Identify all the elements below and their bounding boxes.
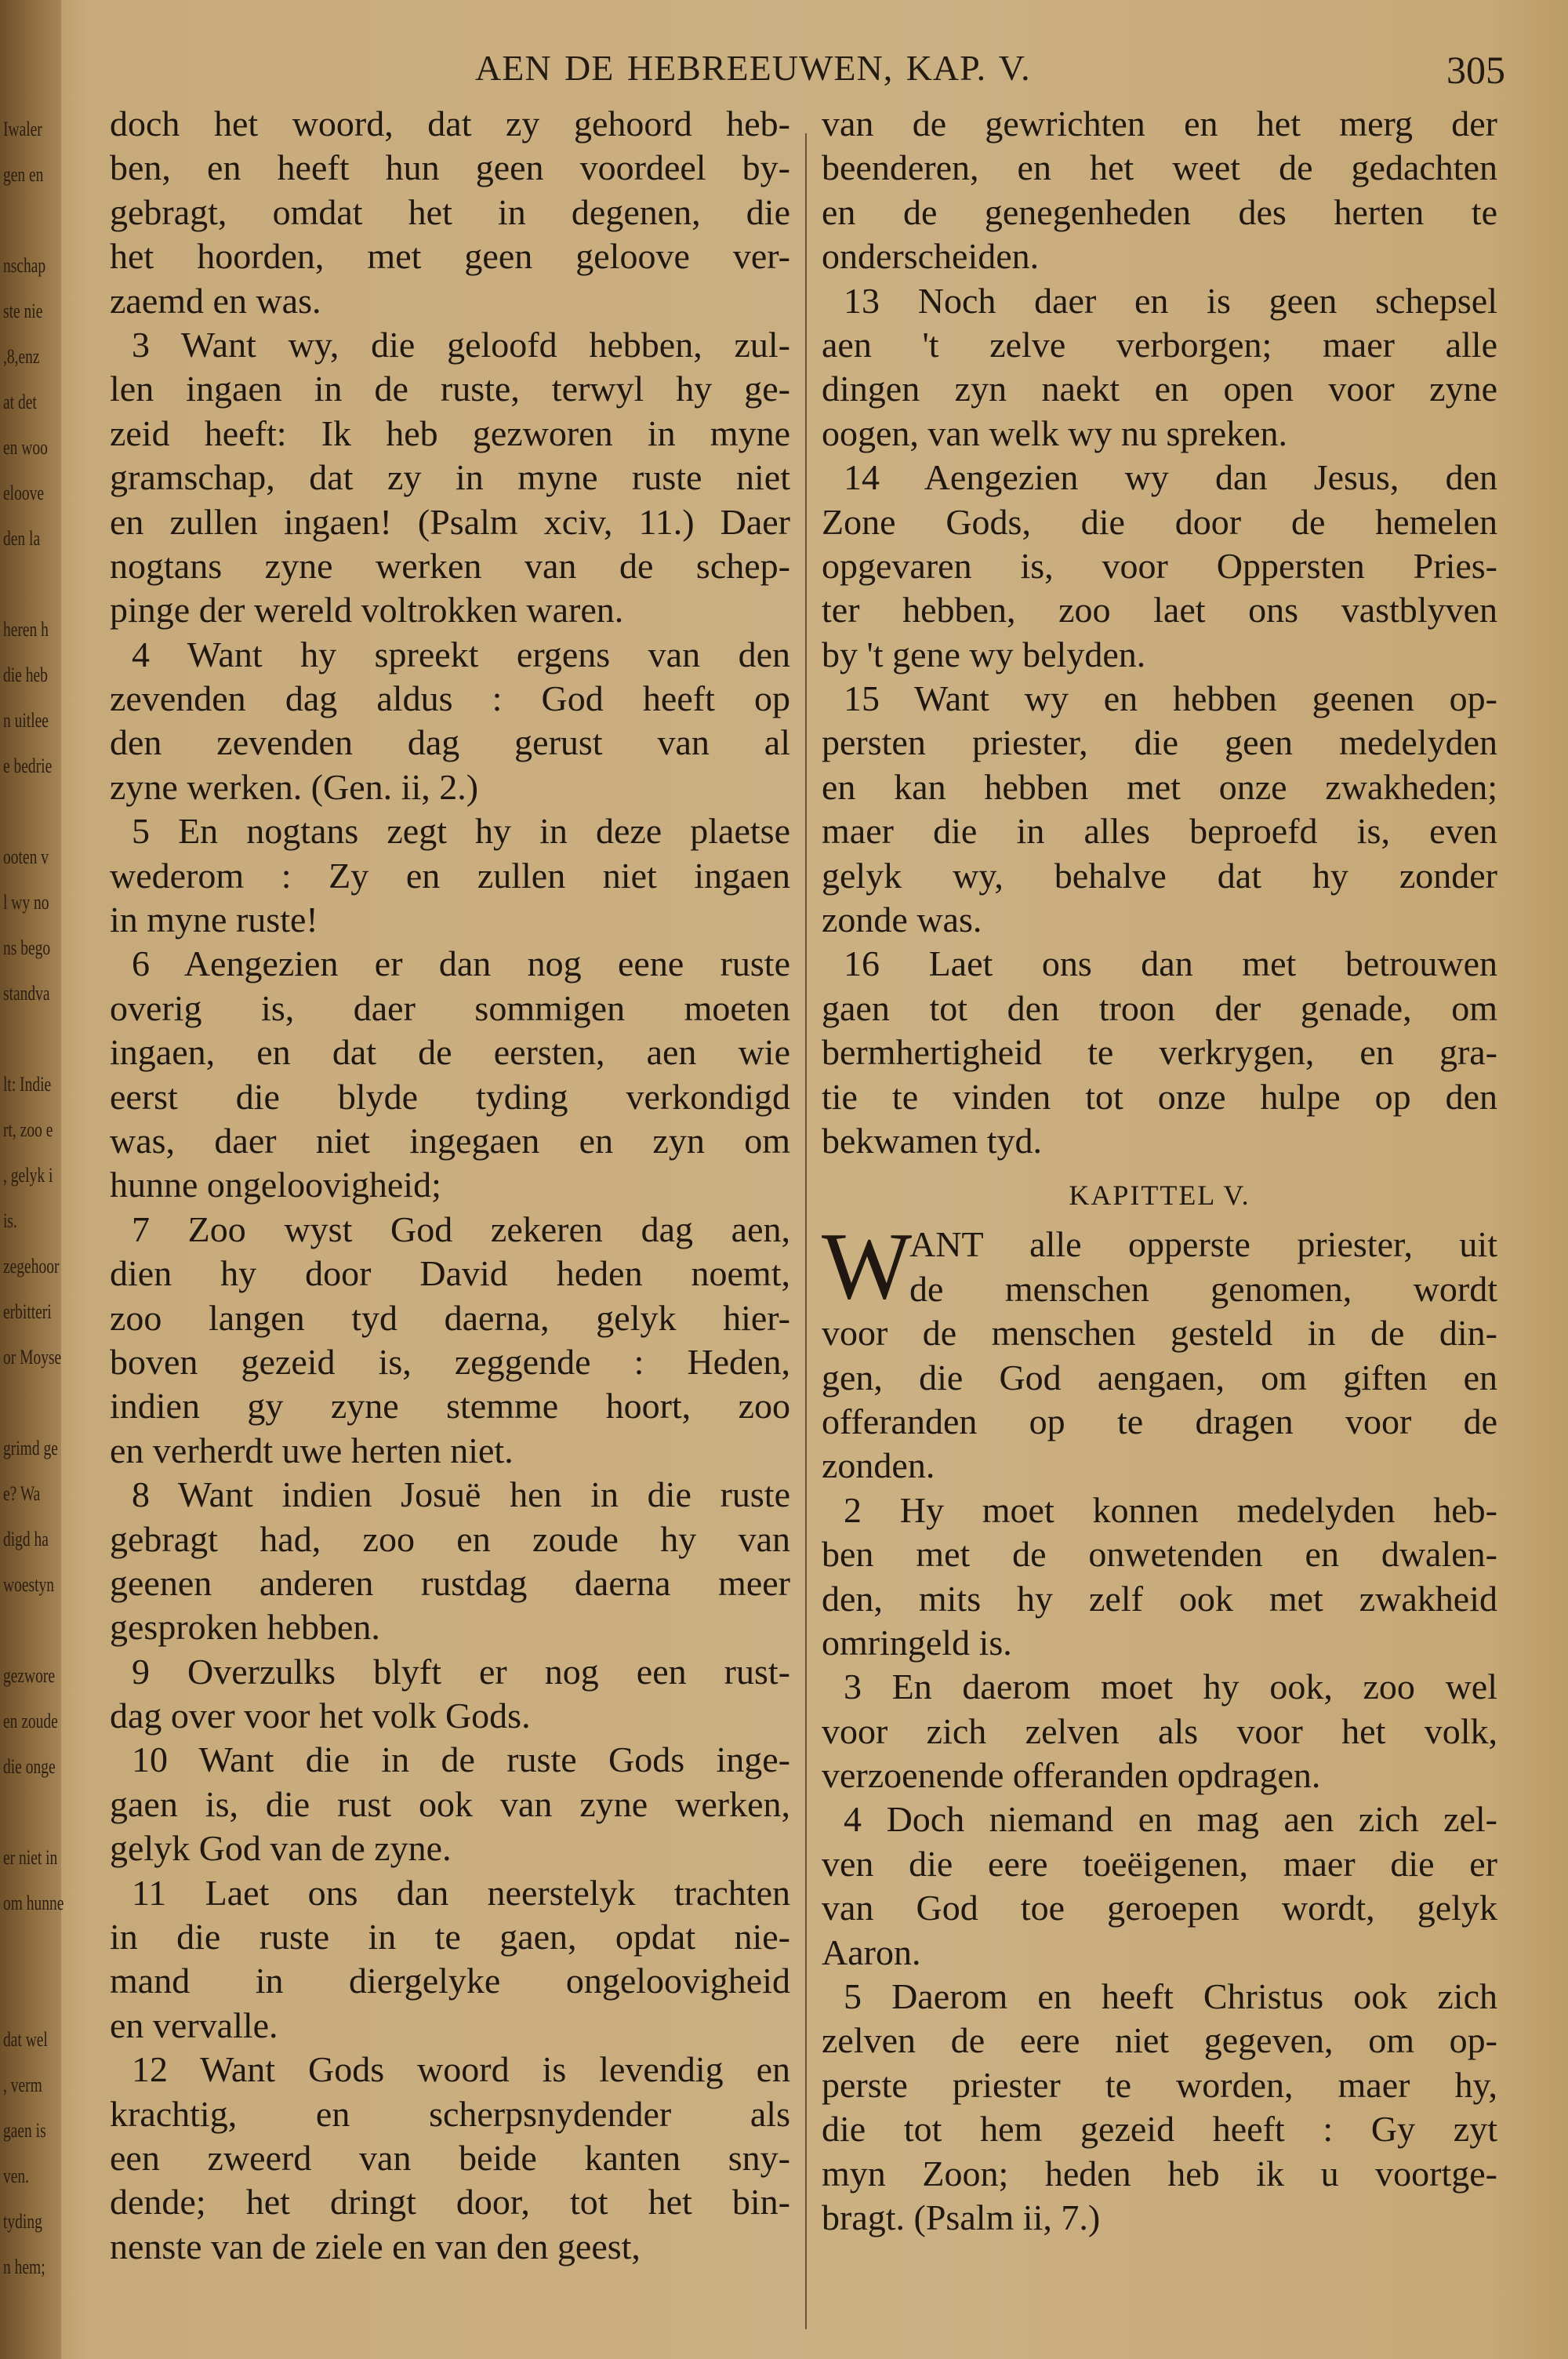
text-line: persten priester, die geen medelyden bbox=[822, 722, 1497, 763]
gutter-fragment bbox=[3, 1391, 45, 1413]
text-line: gebragt had, zoo en zoude hy van bbox=[110, 1518, 790, 1559]
gutter-fragment: digd ha bbox=[3, 1528, 49, 1550]
text-line: indien gy zyne stemme hoort, zoo bbox=[110, 1386, 790, 1427]
text-line: gebragt, omdat het in degenen, die bbox=[110, 191, 790, 232]
gutter-fragment: lt: Indie bbox=[3, 1073, 52, 1096]
text-line: opgevaren is, voor Oppersten Pries- bbox=[822, 545, 1497, 586]
left-column bbox=[110, 102, 790, 2269]
text-line: van God toe geroepen wordt, gelyk bbox=[822, 1888, 1497, 1928]
running-head: AEN DE HEBREEUWEN, KAP. V. bbox=[475, 48, 1031, 88]
text-line: hunne ongeloovigheid; bbox=[110, 1165, 441, 1205]
text-line: myn Zoon; heden heb ik u voortge- bbox=[822, 2153, 1497, 2194]
text-line: zonde was. bbox=[822, 900, 982, 940]
text-line: zyne werken. (Gen. ii, 2.) bbox=[110, 766, 479, 807]
text-line: voor zich zelven als voor het volk, bbox=[822, 1710, 1497, 1751]
text-line: gelyk wy, behalve dat hy zonder bbox=[822, 855, 1497, 896]
gutter-fragment: en woo bbox=[3, 436, 48, 459]
gutter-fragment bbox=[3, 209, 45, 231]
text-line: bermhertigheid te verkrygen, en gra- bbox=[822, 1032, 1497, 1073]
gutter-fragment: e bedrie bbox=[3, 754, 53, 777]
gutter-fragment: die onge bbox=[3, 1755, 56, 1778]
text-line: eerst die blyde tyding verkondigd bbox=[110, 1076, 790, 1117]
text-line: 5 En nogtans zegt hy in deze plaetse bbox=[132, 811, 790, 852]
text-line: overig is, daer sommigen moeten bbox=[110, 987, 790, 1028]
gutter-fragment: gezwore bbox=[3, 1664, 56, 1687]
gutter-fragment: ven. bbox=[3, 2165, 30, 2187]
text-line: 8 Want indien Josuë hen in die ruste bbox=[132, 1474, 790, 1515]
gutter-fragment: at det bbox=[3, 391, 37, 413]
gutter-fragment: standva bbox=[3, 982, 50, 1005]
gutter-fragment: heren h bbox=[3, 618, 49, 641]
gutter-fragment: en zoude bbox=[3, 1710, 58, 1732]
text-line: ingaen, en dat de eersten, aen wie bbox=[110, 1032, 790, 1073]
text-line: maer die in alles beproefd is, even bbox=[822, 811, 1497, 852]
gutter-fragment: ooten v bbox=[3, 845, 49, 868]
text-line: de menschen genomen, wordt bbox=[909, 1268, 1497, 1309]
text-line: zevenden dag aldus : God heeft op bbox=[110, 678, 790, 719]
gutter-fragment: tyding bbox=[3, 2210, 42, 2233]
text-line: 9 Overzulks blyft er nog een rust- bbox=[132, 1651, 790, 1692]
gutter-fragment: gaen is bbox=[3, 2119, 46, 2142]
text-line: dende; het dringt door, tot het bin- bbox=[110, 2182, 790, 2223]
text-line: was, daer niet ingegaen en zyn om bbox=[110, 1120, 790, 1161]
gutter-fragment: die heb bbox=[3, 663, 48, 686]
gutter-fragment: grimd ge bbox=[3, 1437, 58, 1459]
text-line: onderscheiden. bbox=[822, 236, 1040, 277]
text-line: zoo langen tyd daerna, gelyk hier- bbox=[110, 1297, 790, 1338]
text-line: by 't gene wy belyden. bbox=[822, 634, 1146, 674]
text-line: oogen, van welk wy nu spreken. bbox=[822, 413, 1288, 453]
text-line: en zullen ingaen! (Psalm xciv, 11.) Daer bbox=[110, 501, 790, 542]
chapter-verses bbox=[822, 1213, 1497, 2240]
page-number: 305 bbox=[1446, 48, 1505, 92]
text-line: 5 Daerom en heeft Christus ook zich bbox=[844, 1976, 1497, 2017]
text-line: 13 Noch daer en is geen schepsel bbox=[844, 280, 1497, 321]
gutter-fragment: erbitteri bbox=[3, 1300, 52, 1323]
page-header bbox=[102, 42, 1505, 97]
gutter-fragment bbox=[3, 1937, 45, 1959]
text-line: offeranden op te dragen voor de bbox=[822, 1401, 1497, 1441]
text-line: pinge der wereld voltrokken waren. bbox=[110, 590, 624, 631]
gutter-fragment: eloove bbox=[3, 482, 44, 504]
gutter-fragment: ,8,enz bbox=[3, 345, 40, 368]
text-line: krachtig, en scherpsnydender als bbox=[110, 2093, 790, 2134]
gutter-fragment: Iwaler bbox=[3, 118, 42, 140]
gutter-fragment: n hem; bbox=[3, 2255, 45, 2278]
gutter-fragment: dat wel bbox=[3, 2028, 48, 2051]
text-line: ven die eere toeëigenen, maer die er bbox=[822, 1843, 1497, 1884]
gutter-fragment: , verm bbox=[3, 2074, 42, 2096]
gutter-fragment: rt, zoo e bbox=[3, 1118, 53, 1141]
text-line: bekwamen tyd. bbox=[822, 1120, 1043, 1161]
text-line: gesproken hebben. bbox=[110, 1607, 380, 1648]
text-line: 4 Want hy spreekt ergens van den bbox=[132, 634, 790, 674]
text-line: en de genegenheden des herten te bbox=[822, 191, 1497, 232]
gutter-fragment: ste nie bbox=[3, 300, 43, 322]
text-line: 16 Laet ons dan met betrouwen bbox=[844, 943, 1497, 984]
text-line: gelyk God van de zyne. bbox=[110, 1828, 452, 1869]
text-line: geenen anderen rustdag daerna meer bbox=[110, 1562, 790, 1603]
text-line: Zone Gods, die door de hemelen bbox=[822, 501, 1497, 542]
text-line: 7 Zoo wyst God zekeren dag aen, bbox=[132, 1209, 790, 1249]
text-line: ANT alle opperste priester, uit bbox=[909, 1224, 1497, 1265]
text-line: een zweerd van beide kanten sny- bbox=[110, 2137, 790, 2178]
text-line: mand in diergelyke ongeloovigheid bbox=[110, 1961, 790, 2001]
text-line: beenderen, en het weet de gedachten bbox=[822, 147, 1497, 188]
chapter-heading: KAPITTEL V. bbox=[1069, 1180, 1250, 1212]
text-line: 14 Aengezien wy dan Jesus, den bbox=[844, 457, 1497, 498]
text-line: zelven de eere niet gegeven, om op- bbox=[822, 2020, 1497, 2061]
text-line: in die ruste in te gaen, opdat nie- bbox=[110, 1917, 790, 1957]
text-line: aen 't zelve verborgen; maer alle bbox=[822, 324, 1497, 365]
text-line: en verherdt uwe herten niet. bbox=[110, 1430, 514, 1470]
text-line: den zevenden dag gerust van al bbox=[110, 722, 790, 763]
text-line: tie te vinden tot onze hulpe op den bbox=[822, 1076, 1497, 1117]
text-line: doch het woord, dat zy gehoord heb- bbox=[110, 104, 790, 144]
text-line: het hoorden, met geen geloove ver- bbox=[110, 236, 790, 277]
gutter-fragment: om hunne bbox=[3, 1892, 64, 1914]
text-line: 11 Laet ons dan neerstelyk trachten bbox=[132, 1872, 790, 1913]
gutter-fragment: woestyn bbox=[3, 1573, 55, 1596]
text-line: zonden. bbox=[822, 1445, 935, 1486]
text-line: dag over voor het volk Gods. bbox=[110, 1696, 531, 1736]
text-line: ben, en heeft hun geen voordeel by- bbox=[110, 147, 790, 188]
text-line: omringeld is. bbox=[822, 1622, 1012, 1663]
text-line: 10 Want die in de ruste Gods inge- bbox=[132, 1739, 790, 1780]
text-line: en vervalle. bbox=[110, 2005, 278, 2045]
text-line: zeid heeft: Ik heb gezworen in myne bbox=[110, 413, 790, 453]
gutter-fragment bbox=[3, 1027, 45, 1049]
text-line: ben met de onwetenden en dwalen- bbox=[822, 1534, 1497, 1575]
text-line: 15 Want wy en hebben geenen op- bbox=[844, 678, 1497, 719]
text-line: gaen is, die rust ook van zyne werken, bbox=[110, 1783, 790, 1824]
gutter-fragment: , gelyk i bbox=[3, 1164, 53, 1187]
text-line: wederom : Zy en zullen niet ingaen bbox=[110, 855, 790, 896]
text-line: ter hebben, zoo laet ons vastblyven bbox=[822, 590, 1497, 631]
drop-cap: W bbox=[822, 1213, 913, 1320]
column-divider bbox=[805, 133, 807, 2329]
text-line: Aaron. bbox=[822, 1932, 921, 1972]
text-line: dingen zyn naekt en open voor zyne bbox=[822, 369, 1497, 409]
gutter-fragment bbox=[3, 800, 45, 822]
text-line: den, mits hy zelf ook met zwakheid bbox=[822, 1578, 1497, 1619]
text-line: voor de menschen gesteld in de din- bbox=[822, 1313, 1497, 1354]
text-line: 2 Hy moet konnen medelyden heb- bbox=[844, 1489, 1497, 1530]
gutter-fragment: or Moyse bbox=[3, 1346, 62, 1369]
gutter-fragment: n uitlee bbox=[3, 709, 49, 732]
text-line: nogtans zyne werken van de schep- bbox=[110, 545, 790, 586]
gutter-fragment: den la bbox=[3, 527, 41, 550]
text-line: 3 En daerom moet hy ook, zoo wel bbox=[844, 1667, 1497, 1707]
text-line: 3 Want wy, die geloofd hebben, zul- bbox=[132, 324, 790, 365]
text-line: en kan hebben met onze zwakheden; bbox=[822, 766, 1497, 807]
gutter-fragment: l wy no bbox=[3, 891, 49, 914]
text-line: 12 Want Gods woord is levendig en bbox=[132, 2049, 790, 2090]
gutter-fragment: nschap bbox=[3, 254, 46, 277]
text-line: bragt. (Psalm ii, 7.) bbox=[822, 2197, 1101, 2237]
gutter-fragment: zegehoor bbox=[3, 1255, 60, 1278]
gutter-fragment: er niet in bbox=[3, 1846, 58, 1869]
chapter-opening bbox=[822, 1213, 1497, 2240]
gutter-fragment: e? Wa bbox=[3, 1482, 41, 1505]
gutter-fragment bbox=[3, 572, 45, 594]
text-line: van de gewrichten en het merg der bbox=[822, 104, 1497, 144]
text-line: zaemd en was. bbox=[110, 280, 321, 321]
text-line: verzoenende offeranden opdragen. bbox=[822, 1755, 1321, 1796]
text-line: 6 Aengezien er dan nog eene ruste bbox=[132, 943, 790, 984]
gutter-fragment: gen en bbox=[3, 163, 44, 186]
text-line: nenste van de ziele en van den geest, bbox=[110, 2226, 641, 2266]
right-column bbox=[822, 102, 1497, 2240]
text-line: gramschap, dat zy in myne ruste niet bbox=[110, 457, 790, 498]
gutter-fragment bbox=[3, 1983, 45, 2005]
gutter-fragment: is. bbox=[3, 1209, 17, 1232]
text-line: gen, die God aengaen, om giften en bbox=[822, 1357, 1497, 1398]
gutter-fragment bbox=[3, 1801, 45, 1823]
text-line: in myne ruste! bbox=[110, 900, 318, 940]
gutter-fragment bbox=[3, 1619, 45, 1641]
text-line: die tot hem gezeid heeft : Gy zyt bbox=[822, 2109, 1497, 2150]
text-line: len ingaen in de ruste, terwyl hy ge- bbox=[110, 369, 790, 409]
text-line: perste priester te worden, maer hy, bbox=[822, 2064, 1497, 2105]
gutter-fragment: ns bego bbox=[3, 936, 51, 959]
text-line: boven gezeid is, zeggende : Heden, bbox=[110, 1341, 790, 1382]
text-line: 4 Doch niemand en mag aen zich zel- bbox=[844, 1799, 1497, 1840]
text-line: gaen tot den troon der genade, om bbox=[822, 987, 1497, 1028]
facing-page-gutter bbox=[0, 0, 64, 2359]
right-column-verses bbox=[822, 102, 1497, 1163]
text-line: dien hy door David heden noemt, bbox=[110, 1253, 790, 1294]
